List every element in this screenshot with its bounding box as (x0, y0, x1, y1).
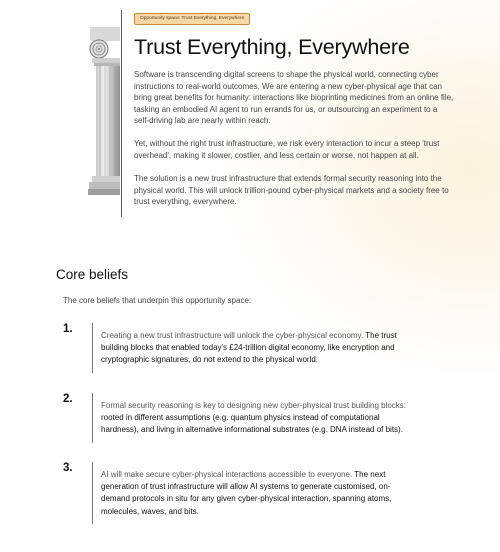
belief-lead: Formal security reasoning is key to designing new cyber-physical trust building blocks: (101, 401, 407, 410)
belief-text (101, 330, 413, 367)
hero-column-image (88, 13, 120, 195)
intro-paragraph: The solution is a new trust infrastructure that extends formal security reasoning into the physical world. This will unlock trillion-pound cyber-physical markets and a society free to trust everything, everywhere. (134, 173, 449, 207)
belief-text (101, 400, 413, 437)
belief-divider (92, 462, 93, 524)
belief-number: 3. (63, 462, 73, 474)
intro-paragraph: Yet, without the right trust infrastructure, we risk every interaction to incur a steep 'trust overhead', making it slower, costlier, and less certain or worse, not happen at all. (134, 139, 440, 160)
belief-detail: The trust building blocks that enabled today's £24-trillion digital economy, like encryption and cryptographic signatures, do not extend to the physical world. (101, 331, 397, 365)
opportunity-space-tag[interactable]: Opportunity space: Trust Everything, Everywhere (134, 13, 250, 25)
belief-divider (92, 323, 93, 373)
belief-detail: The next generation of trust infrastructure will allow AI systems to generate customised, on-demand protocols in situ for any given cyber-physical interaction, spanning atoms, molecules, waves, and bits. (101, 470, 392, 516)
belief-detail: rooted in different assumptions (e.g. quantum physics instead of computational hardness), and living in alternative informational substrates (e.g. DNA instead of bits). (101, 413, 403, 435)
hero-divider (121, 10, 122, 217)
intro-text (134, 69, 454, 219)
greek-column-icon (88, 13, 120, 195)
belief-item (63, 462, 413, 524)
core-beliefs-subtitle: The core beliefs that underpin this opportunity space: (63, 296, 252, 305)
core-beliefs-heading: Core beliefs (56, 267, 129, 282)
intro-paragraph: Software is transcending digital screens to shape the physical world, connecting cyber instructions to real-world outcomes. We are entering a new cyber-physical age that can bring great benefits for humanity: interactions like bioprinting medicines from an online file, tasking an embodied AI agent to run errands for us, or outsourcing an experiment to a self-driving lab are nearly within reach. (134, 70, 454, 126)
belief-divider (92, 393, 93, 443)
belief-item (63, 393, 413, 445)
belief-text (101, 469, 413, 518)
belief-item (63, 323, 413, 375)
page-title: Trust Everything, Everywhere (134, 35, 410, 59)
belief-number: 1. (63, 323, 73, 335)
belief-number: 2. (63, 393, 73, 405)
belief-lead: AI will make secure cyber-physical interactions accessible to everyone. (101, 470, 353, 479)
belief-lead: Creating a new trust infrastructure will unlock the cyber-physical economy. (101, 331, 364, 340)
